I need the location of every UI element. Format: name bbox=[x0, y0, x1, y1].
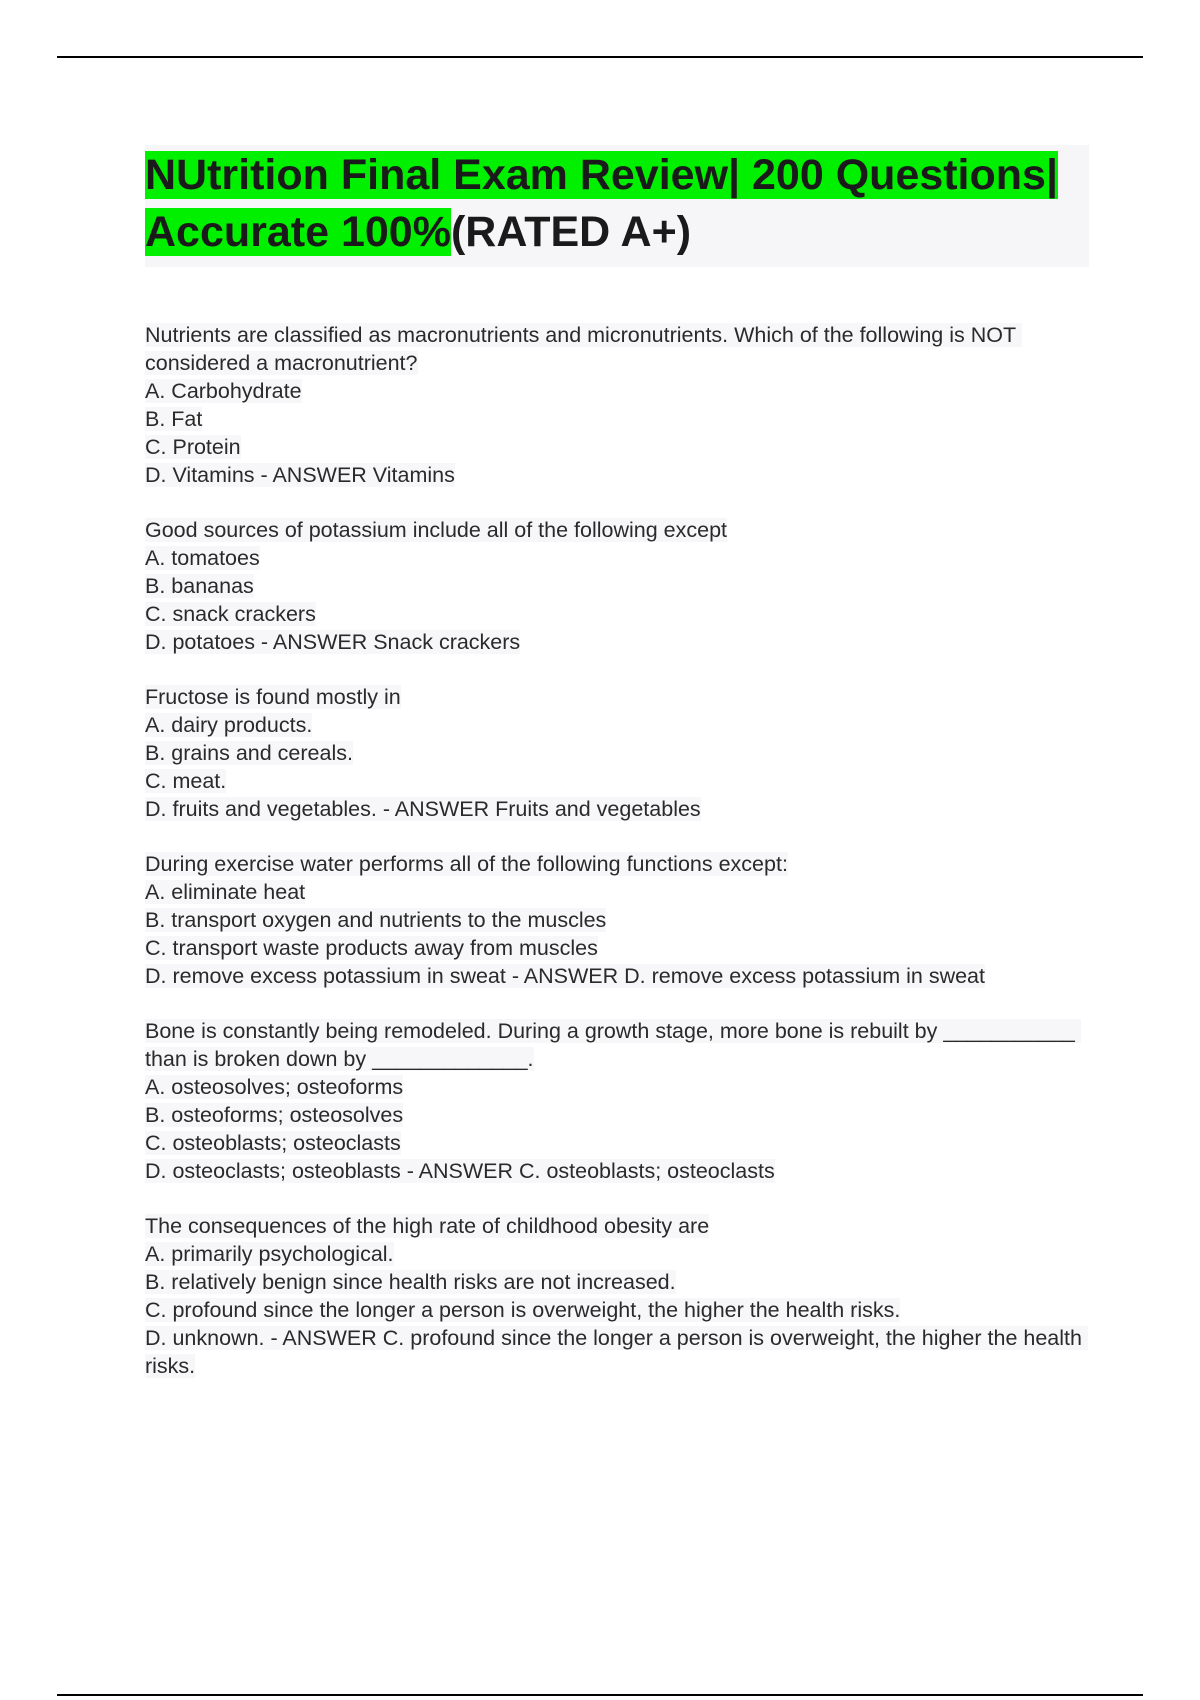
option-c: C. transport waste products away from muscles bbox=[145, 936, 598, 960]
option-b: B. osteoforms; osteosolves bbox=[145, 1103, 404, 1127]
title-highlighted-text: NUtrition Final Exam Review| 200 Questions| Accurate 100% bbox=[145, 151, 1058, 256]
option-d-with-answer: D. Vitamins - ANSWER Vitamins bbox=[145, 463, 455, 487]
question-item bbox=[145, 1212, 1090, 1380]
document-body bbox=[145, 145, 1090, 1407]
option-d-with-answer: D. potatoes - ANSWER Snack crackers bbox=[145, 630, 521, 654]
option-a: A. dairy products. bbox=[145, 713, 313, 737]
title-block bbox=[145, 145, 1089, 267]
question-item bbox=[145, 321, 1090, 489]
option-b: B. bananas bbox=[145, 574, 254, 598]
option-a: A. primarily psychological. bbox=[145, 1242, 394, 1266]
footer-rule bbox=[57, 1694, 1143, 1696]
question-list bbox=[145, 321, 1090, 1380]
option-c: C. profound since the longer a person is overweight, the higher the health risks. bbox=[145, 1298, 901, 1322]
option-d-with-answer: D. fruits and vegetables. - ANSWER Fruits and vegetables bbox=[145, 797, 701, 821]
question-item bbox=[145, 516, 1090, 656]
option-d-with-answer: D. osteoclasts; osteoblasts - ANSWER C. osteoblasts; osteoclasts bbox=[145, 1159, 775, 1183]
option-a: A. osteosolves; osteoforms bbox=[145, 1075, 404, 1099]
question-text: Good sources of potassium include all of the following except bbox=[145, 518, 728, 542]
option-a: A. tomatoes bbox=[145, 546, 260, 570]
option-b: B. relatively benign since health risks are not increased. bbox=[145, 1270, 676, 1294]
option-b: B. transport oxygen and nutrients to the muscles bbox=[145, 908, 607, 932]
option-c: C. snack crackers bbox=[145, 602, 316, 626]
option-c: C. osteoblasts; osteoclasts bbox=[145, 1131, 401, 1155]
option-c: C. meat. bbox=[145, 769, 227, 793]
question-text: Fructose is found mostly in bbox=[145, 685, 401, 709]
option-c: C. Protein bbox=[145, 435, 241, 459]
question-text: During exercise water performs all of the following functions except: bbox=[145, 852, 788, 876]
option-b: B. Fat bbox=[145, 407, 203, 431]
header-rule bbox=[57, 56, 1143, 58]
question-item bbox=[145, 683, 1090, 823]
option-a: A. Carbohydrate bbox=[145, 379, 302, 403]
question-text: Bone is constantly being remodeled. During a growth stage, more bone is rebuilt by ___________ than is broken down by _____________. bbox=[145, 1019, 1081, 1071]
title-rating-text: (RATED A+) bbox=[450, 208, 692, 256]
question-text: Nutrients are classified as macronutrients and micronutrients. Which of the following is NOT considered a macronutrient? bbox=[145, 323, 1023, 375]
option-d-with-answer: D. unknown. - ANSWER C. profound since the longer a person is overweight, the higher the health risks. bbox=[145, 1326, 1088, 1378]
question-item bbox=[145, 1017, 1090, 1185]
question-item bbox=[145, 850, 1090, 990]
option-d-with-answer: D. remove excess potassium in sweat - ANSWER D. remove excess potassium in sweat bbox=[145, 964, 985, 988]
option-b: B. grains and cereals. bbox=[145, 741, 353, 765]
question-text: The consequences of the high rate of childhood obesity are bbox=[145, 1214, 710, 1238]
option-a: A. eliminate heat bbox=[145, 880, 306, 904]
document-title bbox=[145, 147, 1089, 261]
